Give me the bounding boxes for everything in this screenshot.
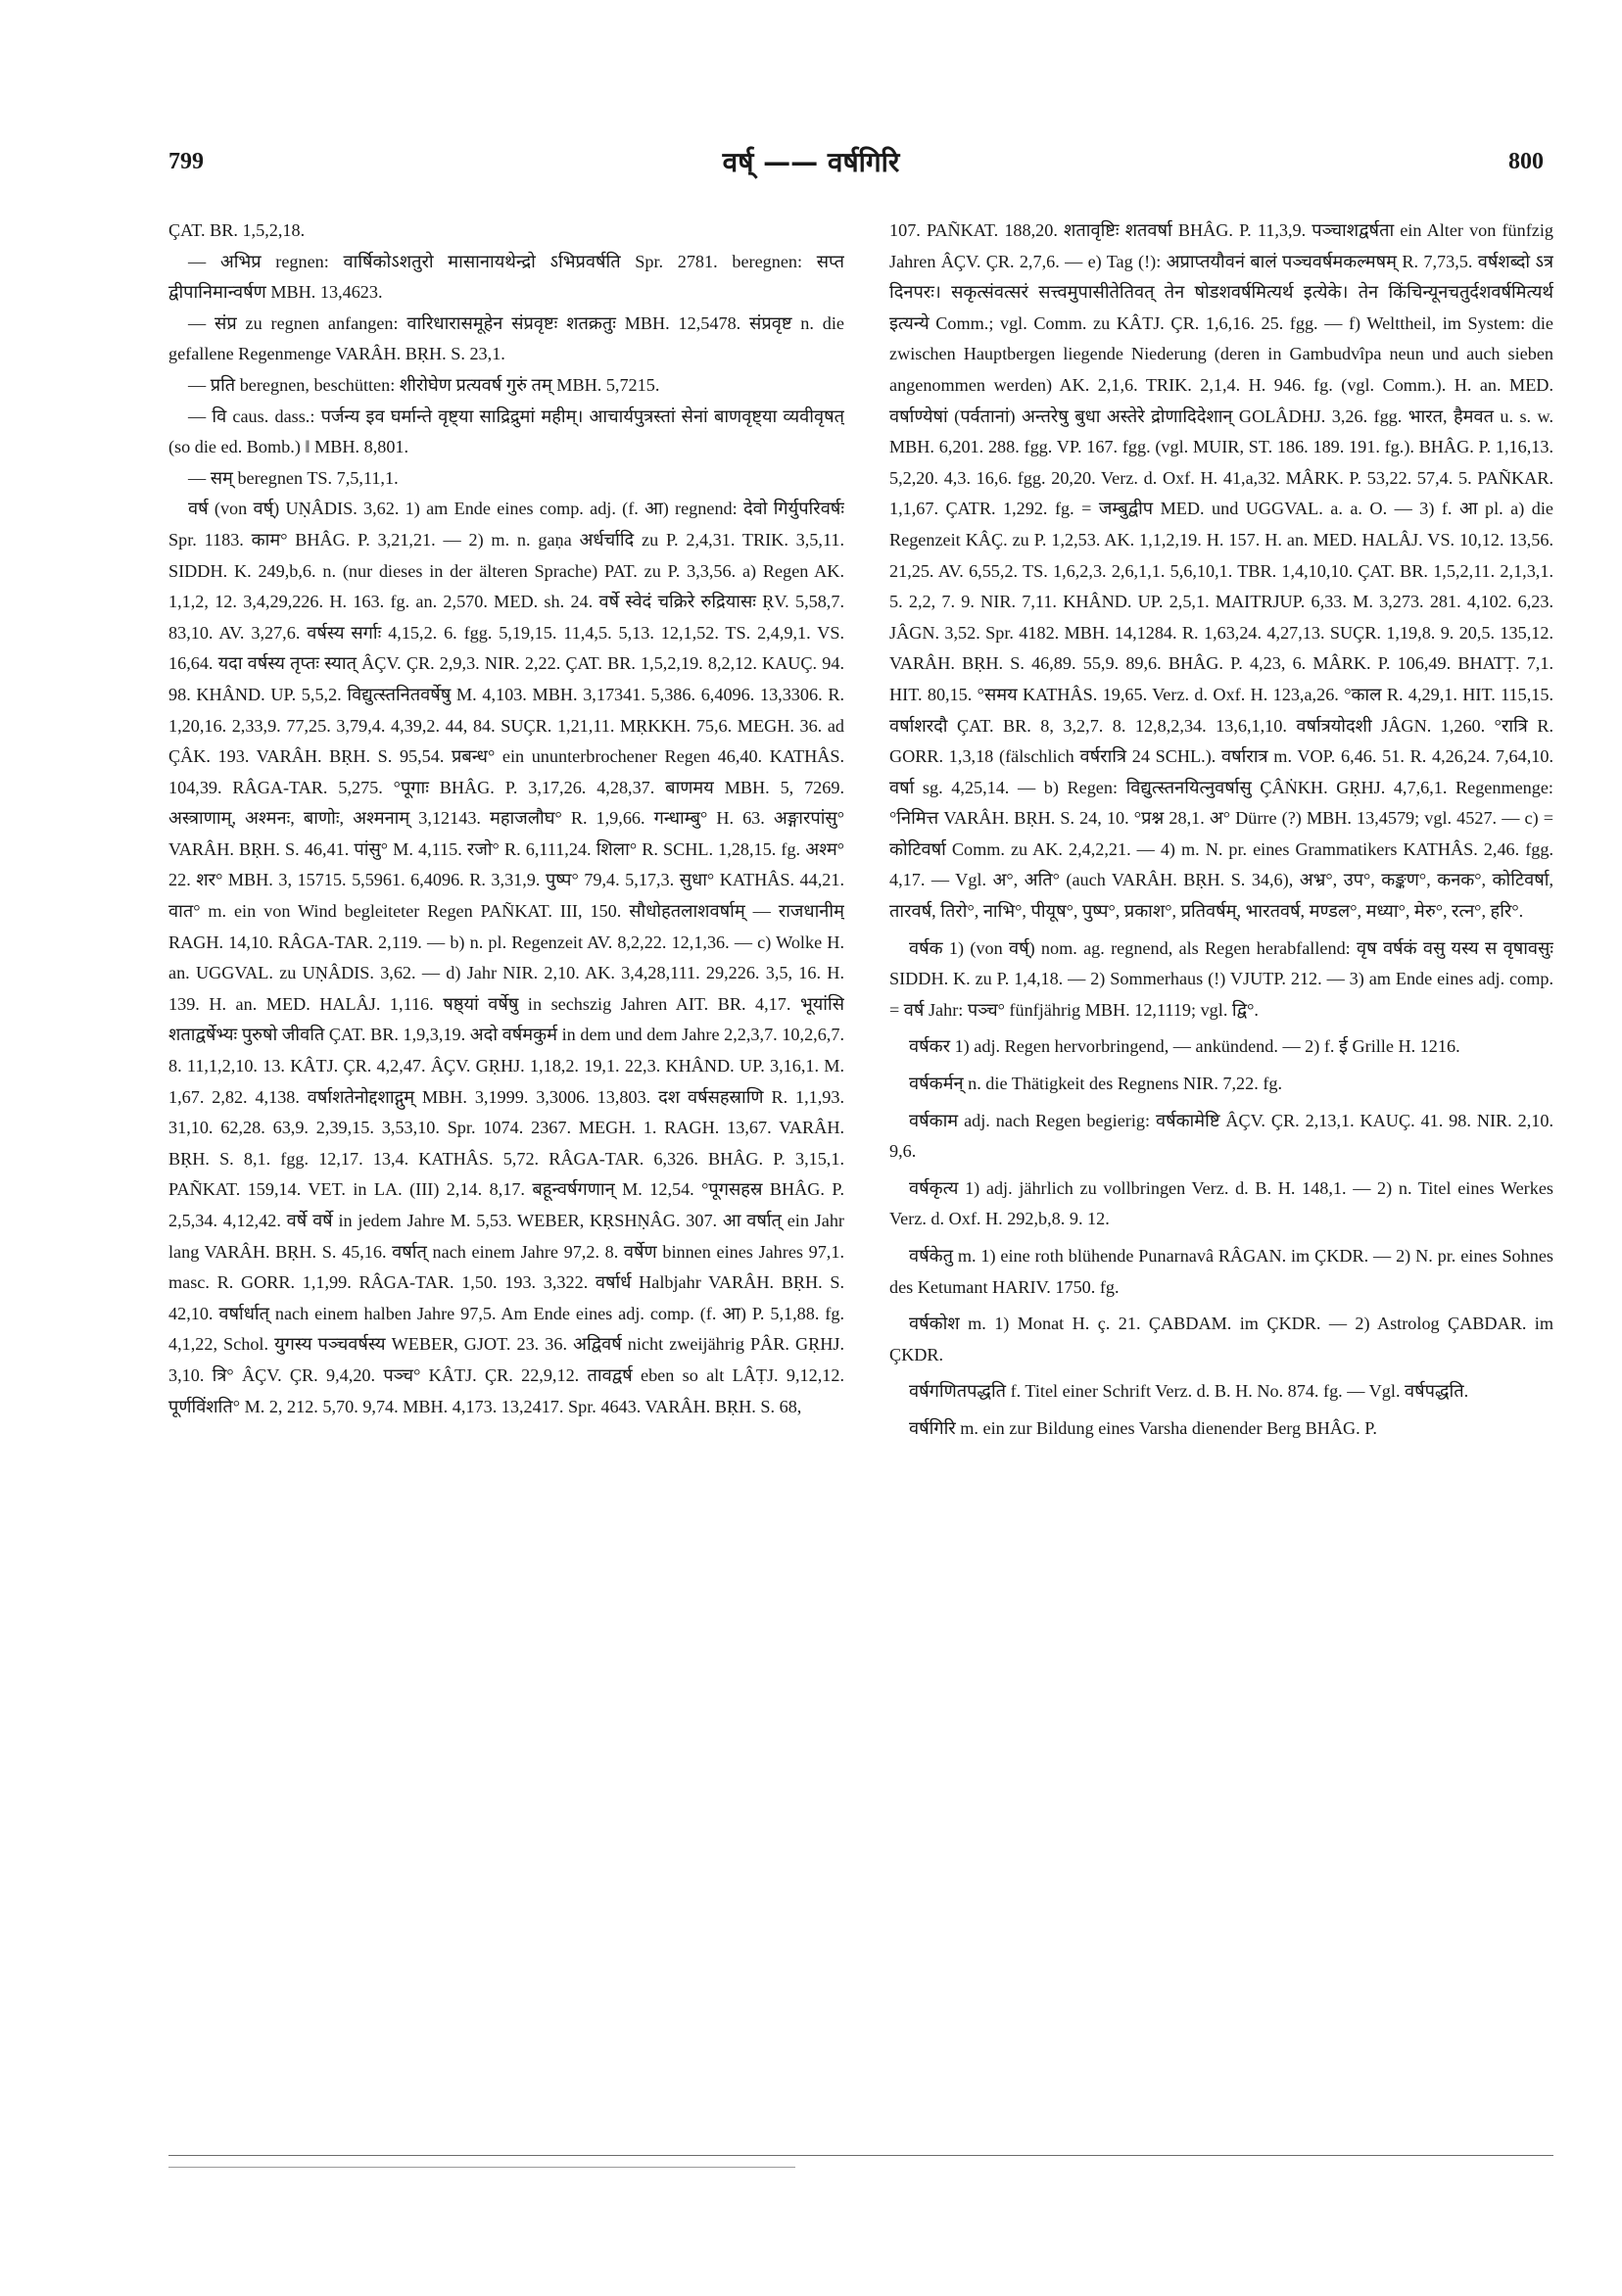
page-header [0, 0, 1622, 196]
paragraph: — वि caus. dass.: पर्जन्य इव घर्मान्ते वृष्ट्या साद्रिद्रुमां महीम्। आचार्यपुत्रस्तां सेनां बाणवृष्ट्या व्यवीवृषत् (so die ed. Bomb.) ‖ MBH. 8,801. [168, 406, 844, 457]
dictionary-entry: वर्ष (von वर्ष्) UṆÂDIS. 3,62. 1) am Ende eines comp. adj. (f. आ) regnend: देवो गिर्युपरिवर्षः Spr. 1183. काम° BHÂG. P. 3,21,21. — 2) m. n. gaṇa अर्धर्चादि zu P. 2,4,31. TRIK. 3,5,11. SIDDH. K. 249,b,6. n. (nur dieses in der älteren Sprache) PAT. zu P. 3,3,56. a) Regen AK. 1,1,2, 12. 3,4,29,226. H. 163. fg. an. 2,570. MED. sh. 24. वर्षे स्वेदं चक्रिरे रुद्रियासः ṚV. 5,58,7. 83,10. AV. 3,27,6. वर्षस्य सर्गाः 4,15,2. 6. fgg. 5,19,15. 11,4,5. 5,13. 12,1,52. TS. 2,4,9,1. VS. 16,64. यदा वर्षस्य तृप्तः स्यात् ÂÇV. ÇR. 2,9,3. NIR. 2,22. ÇAT. BR. 1,5,2,19. 8,2,12. KAUÇ. 94. 98. KHÂND. UP. 5,5,2. विद्युत्स्तनितवर्षेषु M. 4,103. MBH. 3,17341. 5,386. 6,4096. 13,3306. R. 1,20,16. 2,33,9. 77,25. 3,79,4. 4,39,2. 44, 84. SUÇR. 1,21,11. MṚKKH. 75,6. MEGH. 36. ad ÇÂK. 193. VARÂH. BṚH. S. 95,54. प्रबन्ध° ein ununterbrochener Regen 46,40. KATHÂS. 104,39. RÂGA-TAR. 5,275. °पूगाः BHÂG. P. 3,17,26. 4,28,37. बाणमय MBH. 5, 7269. अस्त्राणाम्, अश्मनः, बाणोः, अश्मनाम् 3,12143. महाजलौघ° R. 1,9,66. गन्धाम्बु° H. 63. अङ्गारपांसु° VARÂH. BṚH. S. 46,41. पांसु° M. 4,115. रजो° R. 6,111,24. शिला° R. SCHL. 1,28,15. fg. अश्म° 22. शर° MBH. 3, 15715. 5,5961. 6,4096. R. 3,31,9. पुष्प° 79,4. 5,17,3. सुधा° KATHÂS. 44,21. वात° m. ein von Wind begleiteter Regen PAÑKAT. III, 150. सौधोहतलाशवर्षाम् — राजधानीम् RAGH. 14,10. RÂGA-TAR. 2,119. — b) n. pl. Regenzeit AV. 8,2,22. 12,1,36. — c) Wolke H. an. UGGVAL. zu UṆÂDIS. 3,62. — d) Jahr NIR. 2,10. AK. 3,4,28,111. 29,226. 3,5, 16. H. 139. H. an. MED. HALÂJ. 1,116. षष्ठ्यां वर्षेषु in sechszig Jahren AIT. BR. 4,17. भूयांसि शताद्वर्षेभ्यः पुरुषो जीवति ÇAT. BR. 1,9,3,19. अदो वर्षमकुर्म in dem und dem Jahre 2,2,3,7. 10,2,6,7. 8. 11,1,2,10. 13. KÂTJ. ÇR. 4,2,47. ÂÇV. GṚHJ. 1,18,2. 19,1. 22,3. KHÂND. UP. 3,16,1. M. 1,67. 2,82. 4,138. वर्षाशतेनोद्दशाद्गुम् MBH. 3,1999. 3,3006. 13,803. दश वर्षसहस्राणि R. 1,1,93. 31,10. 62,28. 63,9. 2,39,15. 3,53,10. Spr. 1074. 2367. MEGH. 1. RAGH. 13,67. VARÂH. BṚH. S. 8,1. fgg. 12,17. 13,4. KATHÂS. 5,72. RÂGA-TAR. 6,326. BHÂG. P. 3,15,1. PAÑKAT. 159,14. VET. in LA. (III) 2,14. 8,17. बहून्वर्षगणान् M. 12,54. °पूगसहस्र BHÂG. P. 2,5,34. 4,12,42. वर्षे वर्षे in jedem Jahre M. 5,53. WEBER, KṚSHṆÂG. 307. आ वर्षात् ein Jahr lang VARÂH. BṚH. S. 45,16. वर्षात् nach einem Jahre 97,2. 8. वर्षेण binnen eines Jahres 97,1. masc. R. GORR. 1,1,99. RÂGA-TAR. 1,50. 193. 3,322. वर्षार्ध Halbjahr VARÂH. BṚH. S. 42,10. वर्षार्धात् nach einem halben Jahre 97,5. Am Ende eines adj. comp. (f. आ) P. 5,1,88. fg. 4,1,22, Schol. युगस्य पञ्चवर्षस्य WEBER, GJOT. 23. 36. अद्विवर्ष nicht zweijährig PÂR. GṚHJ. 3,10. त्रि° ÂÇV. ÇR. 9,4,20. पञ्च° KÂTJ. ÇR. 22,9,12. तावद्वर्ष eben so alt LÂṬJ. 9,12,12. पूर्णविंशति° M. 2, 212. 5,70. 9,74. MBH. 4,173. 13,2417. Spr. 4643. VARÂH. BṚH. S. 68, [168, 499, 844, 1416]
dictionary-entry: वर्षकाम adj. nach Regen begierig: वर्षकामेष्टि ÂÇV. ÇR. 2,13,1. KAUÇ. 41. 98. NIR. 2,10. 9,6. [889, 1110, 1553, 1162]
page-number-left: 799 [168, 149, 204, 174]
paragraph: — प्रति beregnen, beschütten: शीरोघेण प्रत्यवर्ष गुरुं तम् MBH. 5,7215. [188, 374, 660, 395]
right-column [889, 215, 1553, 2155]
paragraph: — संप्र zu regnen anfangen: वारिधारासमूहेन संप्रवृष्टः शतक्रतुः MBH. 12,5478. संप्रवृष्ट n. die gefallene Regenmenge VARÂH. BṚH. S. 23,1. [168, 312, 844, 364]
dictionary-entry: वर्षकृत्य 1) adj. jährlich zu vollbringen Verz. d. B. H. 148,1. — 2) n. Titel eines Werkes Verz. d. Oxf. H. 292,b,8. 9. 12. [889, 1177, 1553, 1229]
paragraph: — सम् beregnen TS. 7,5,11,1. [188, 467, 399, 488]
page-number-right: 800 [1508, 149, 1544, 174]
dictionary-entry: वर्षकेतु m. 1) eine roth blühende Punarnavâ RÂGAN. im ÇKDR. — 2) N. pr. eines Sohnes des Ketumant HARIV. 1750. fg. [889, 1246, 1553, 1297]
paragraph: — अभिप्र regnen: वार्षिकोऽशतुरो मासानायथेन्द्रो ऽभिप्रवर्षति Spr. 2781. beregnen: सप्त द्वीपानिमान्वर्षण MBH. 13,4623. [168, 251, 844, 303]
running-title: वर्ष् —— वर्षगिरि [722, 146, 900, 178]
dictionary-entry: वर्षगणितपद्धति f. Titel einer Schrift Verz. d. B. H. No. 874. fg. — Vgl. वर्षपद्धति. [909, 1381, 1469, 1402]
paragraph: ÇAT. BR. 1,5,2,18. [168, 220, 306, 240]
footer-rule-secondary [168, 2167, 795, 2168]
paragraph: 107. PAÑKAT. 188,20. शतावृष्टिः शतवर्षा BHÂG. P. 11,3,9. पञ्चाशद्वर्षता ein Alter von fünfzig Jahren ÂÇV. ÇR. 2,7,6. — e) Tag (!): अप्राप्तयौवनं बालं पञ्चवर्षमकल्मषम् R. 7,73,5. वर्षशब्दो ऽत्र दिनपरः। सकृत्संवत्सरं सत्त्वमुपासीतेतिवत् तेन षोडशवर्षमित्यर्थ इत्येके। तेन किंचिन्यूनचतुर्दशवर्षमित्यर्थ इत्यन्ये Comm.; vgl. Comm. zu KÂTJ. ÇR. 1,6,16. 25. fgg. — f) Welttheil, im System: die zwischen Hauptbergen liegende Niederung (deren in Gambudvîpa neun und auch sieben angenommen werden) AK. 2,1,6. TRIK. 2,1,4. H. 946. fg. (vgl. Comm.). H. an. MED. वर्षाण्येषां (पर्वतानां) अन्तरेषु बुधा अस्तेरे द्रोणादिदेशान् GOLÂDHJ. 3,26. fgg. भारत, हैमवत u. s. w. MBH. 6,201. 288. fgg. VP. 167. fgg. (vgl. MUIR, ST. 186. 189. 191. fg.). BHÂG. P. 1,16,13. 5,2,20. 4,3. 16,6. fgg. 20,20. Verz. d. Oxf. H. 41,a,32. MÂRK. P. 53,22. 57,4. 5. PAÑKAR. 1,1,67. ÇATR. 1,292. fg. = जम्बुद्वीप MED. und UGGVAL. a. a. O. — 3) f. आ pl. a) die Regenzeit KÂÇ. zu P. 1,2,53. AK. 1,1,2,19. H. 157. H. an. MED. HALÂJ. VS. 10,12. 13,56. 21,25. AV. 6,55,2. TS. 1,6,2,3. 2,6,1,1. 5,6,10,1. TBR. 1,4,10,10. ÇAT. BR. 1,5,2,11. 2,1,3,1. 5. 2,2, 7. 9. NIR. 7,11. KHÂND. UP. 2,5,1. MAITRJUP. 6,33. M. 3,273. 281. 4,102. 6,23. JÂGN. 3,52. Spr. 4182. MBH. 14,1284. R. 1,63,24. 4,27,13. SUÇR. 1,19,8. 9. 20,5. 135,12. VARÂH. BṚH. S. 46,89. 55,9. 89,6. BHÂG. P. 4,23, 6. MÂRK. P. 106,49. BHATṬ. 7,1. HIT. 80,15. °समय KATHÂS. 19,65. Verz. d. Oxf. H. 123,a,26. °काल R. 4,29,1. HIT. 115,15. वर्षाशरदौ ÇAT. BR. 8, 3,2,7. 8. 12,8,2,34. 13,6,1,10. वर्षात्रयोदशी JÂGN. 1,260. °रात्रि R. GORR. 1,3,18 (fälschlich वर्षरात्रि 24 SCHL.). वर्षारात्र m. VOP. 6,46. 51. R. 4,26,24. 7,64,10. वर्षा sg. 4,25,14. — b) Regen: विद्युत्स्तनयित्नुवर्षासु ÇÂṄKH. GṚHJ. 4,7,6,1. Regenmenge: °निमित्त VARÂH. BṚH. S. 24, 10. °प्रश्न 28,1. अ° Dürre (?) MBH. 13,4579; vgl. 4527. — c) = कोटिवर्षा Comm. zu AK. 2,4,2,21. — 4) m. N. pr. eines Grammatikers KATHÂS. 2,46. fgg. 4,17. — Vgl. अ°, अति° (auch VARÂH. BṚH. S. 34,6), अभ्र°, उप°, कङ्कण°, कनक°, कोटिवर्षा, तारवर्ष, तिरो°, नाभि°, पीयूष°, पुष्प°, प्रकाश°, प्रतिवर्षम्, भारतवर्ष, मण्डल°, मध्या°, मेरु°, रत्न°, हरि°. [889, 220, 1553, 922]
dictionary-entry: वर्षगिरि m. ein zur Bildung eines Varsha dienender Berg BHÂG. P. [909, 1417, 1377, 1438]
dictionary-entry: वर्षकर्मन् n. die Thätigkeit des Regnens NIR. 7,22. fg. [909, 1074, 1283, 1094]
left-column [168, 215, 844, 2155]
footer-rule [168, 2155, 1553, 2156]
dictionary-entry: वर्षकोश m. 1) Monat H. ç. 21. ÇABDAM. im ÇKDR. — 2) Astrolog ÇABDAR. im ÇKDR. [889, 1314, 1553, 1364]
dictionary-entry: वर्षकर 1) adj. Regen hervorbringend, — ankündend. — 2) f. ई Grille H. 1216. [909, 1036, 1460, 1057]
dictionary-entry: वर्षक 1) (von वर्ष्) nom. ag. regnend, als Regen herabfallend: वृष वर्षकं वसु यस्य स वृषावसुः SIDDH. K. zu P. 1,4,18. — 2) Sommerhaus (!) VJUTP. 212. — 3) am Ende eines adj. comp. = वर्ष Jahr: पञ्च° fünfjährig MBH. 12,1119; vgl. द्वि°. [889, 937, 1553, 1020]
